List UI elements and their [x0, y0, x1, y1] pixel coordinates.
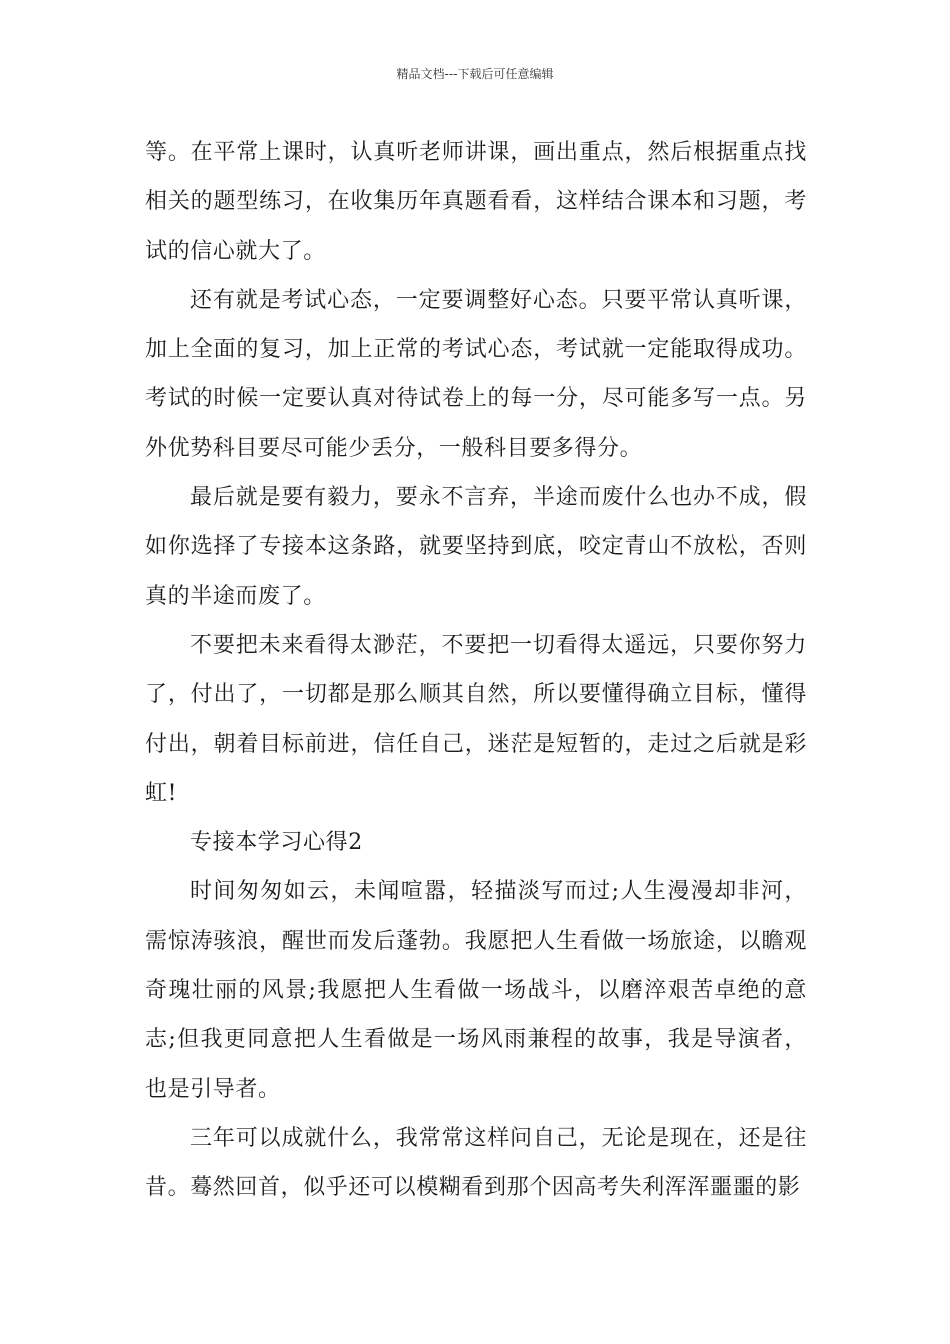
paragraph-exam-mindset: 还有就是考试心态，一定要调整好心态。只要平常认真听课，加上全面的复习，加上正常的考试心态，考试就一定能取得成功。考试的时候一定要认真对待试卷上的每一分，尽可能多写一点。另外优势科目要尽可能少丢分，一般科目要多得分。	[145, 287, 807, 461]
paragraph-life-journey: 时间匆匆如云，未闻喧嚣，轻描淡写而过;人生漫漫却非河，需惊涛骇浪，醒世而发后蓬勃。我愿把人生看做一场旅途，以瞻观奇瑰壮丽的风景;我愿把人生看做一场战斗，以磨淬艰苦卓绝的意志;但我更同意把人生看做是一场风雨兼程的故事，我是导演者，也是引导者。	[145, 879, 807, 1102]
paragraph-study-method: 等。在平常上课时，认真听老师讲课，画出重点，然后根据重点找相关的题型练习，在收集历年真题看看，这样结合课本和习题，考试的信心就大了。	[145, 140, 807, 264]
paragraph-future: 不要把未来看得太渺茫，不要把一切看得太遥远，只要你努力了，付出了，一切都是那么顺其自然，所以要懂得确立目标，懂得付出，朝着目标前进，信任自己，迷茫是短暂的，走过之后就是彩虹!	[145, 632, 807, 806]
section-heading: 专接本学习心得2	[190, 830, 363, 856]
page-header: 精品文档---下载后可任意编辑	[396, 67, 554, 81]
paragraph-three-years: 三年可以成就什么，我常常这样问自己，无论是现在，还是往昔。蓦然回首，似乎还可以模糊看到那个因高考失利浑浑噩噩的影	[145, 1125, 807, 1201]
paragraph-perseverance: 最后就是要有毅力，要永不言弃，半途而废什么也办不成，假如你选择了专接本这条路，就要坚持到底，咬定青山不放松，否则真的半途而废了。	[145, 485, 807, 609]
document-body	[145, 128, 807, 1213]
